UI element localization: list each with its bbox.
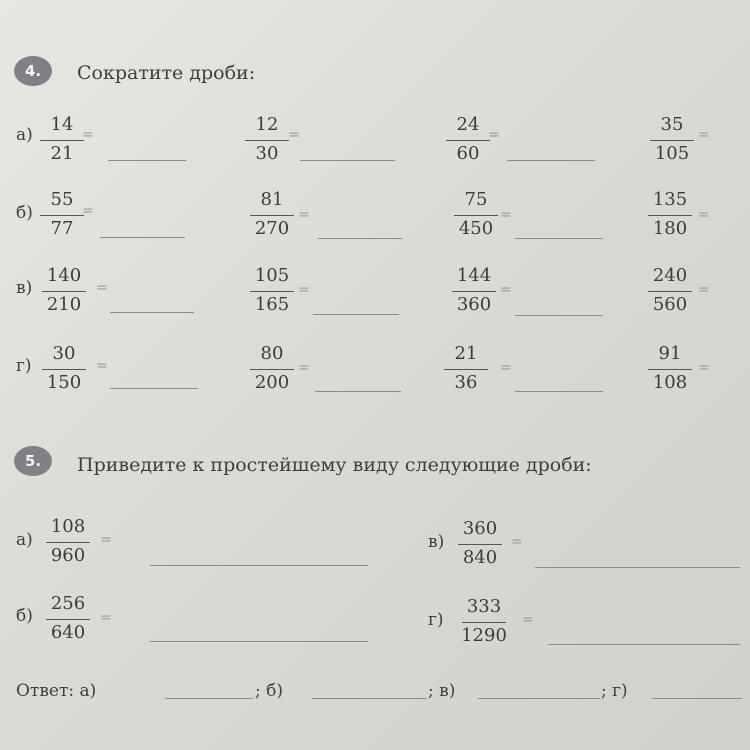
equals-sign: = [298, 282, 310, 298]
answer-line[interactable] [300, 160, 395, 161]
equals-sign: = [500, 282, 512, 298]
denominator: 150 [46, 372, 82, 393]
numerator: 105 [254, 265, 290, 286]
numerator: 14 [50, 114, 74, 135]
denominator: 960 [50, 545, 86, 566]
fraction-bar [452, 291, 496, 292]
task-5-number: 5. [24, 452, 42, 470]
equals-sign: = [96, 358, 108, 374]
answer-line-v[interactable] [478, 698, 600, 699]
fraction-bar [46, 542, 90, 543]
equals-sign: = [488, 127, 500, 143]
denominator: 360 [456, 294, 492, 315]
fraction-bar [250, 215, 294, 216]
equals-sign: = [698, 282, 710, 298]
denominator: 105 [654, 143, 690, 164]
answer-line[interactable] [507, 160, 595, 161]
numerator: 144 [456, 265, 492, 286]
equals-sign: = [698, 207, 710, 223]
row-b-label: б) [16, 203, 33, 223]
numerator: 360 [462, 518, 498, 539]
numerator: 135 [652, 189, 688, 210]
numerator: 75 [464, 189, 488, 210]
answer-line[interactable] [108, 160, 186, 161]
fraction-bar [42, 369, 86, 370]
fraction-bar [42, 291, 86, 292]
equals-sign: = [288, 127, 300, 143]
denominator: 108 [652, 372, 688, 393]
denominator: 560 [652, 294, 688, 315]
answer-line[interactable] [535, 567, 740, 568]
numerator: 21 [454, 343, 478, 364]
answer-line[interactable] [315, 391, 401, 392]
item-v-label: в) [428, 532, 445, 552]
equals-sign: = [82, 127, 94, 143]
fraction-bar [650, 140, 694, 141]
answer-line[interactable] [313, 314, 399, 315]
task-4-title: Сократите дроби: [77, 62, 256, 84]
numerator: 12 [255, 114, 279, 135]
numerator: 24 [456, 114, 480, 135]
fraction-bar [454, 215, 498, 216]
denominator: 165 [254, 294, 290, 315]
answer-label: Ответ: а) [16, 681, 97, 701]
fraction-bar [250, 291, 294, 292]
denominator: 36 [454, 372, 478, 393]
fraction-bar [250, 369, 294, 370]
denominator: 450 [458, 218, 494, 239]
fraction-bar [648, 369, 692, 370]
equals-sign: = [100, 532, 112, 548]
numerator: 333 [466, 596, 502, 617]
numerator: 108 [50, 516, 86, 537]
task-4-number: 4. [24, 62, 42, 80]
row-a-label: а) [16, 125, 33, 145]
answer-line[interactable] [150, 641, 368, 642]
task-5-badge [14, 446, 52, 476]
answer-line[interactable] [150, 565, 368, 566]
numerator: 91 [658, 343, 682, 364]
denominator: 200 [254, 372, 290, 393]
equals-sign: = [100, 610, 112, 626]
denominator: 60 [456, 143, 480, 164]
equals-sign: = [500, 360, 512, 376]
equals-sign: = [698, 360, 710, 376]
answer-line[interactable] [515, 315, 603, 316]
denominator: 77 [50, 218, 74, 239]
equals-sign: = [500, 207, 512, 223]
equals-sign: = [522, 612, 534, 628]
answer-line[interactable] [100, 237, 185, 238]
item-a-label: а) [16, 530, 33, 550]
task-5-title: Приведите к простейшему виду следующие дроби: [77, 454, 592, 476]
denominator: 640 [50, 622, 86, 643]
answer-line-g[interactable] [652, 698, 742, 699]
numerator: 140 [46, 265, 82, 286]
fraction-bar [648, 215, 692, 216]
equals-sign: = [511, 534, 523, 550]
answer-line[interactable] [515, 391, 603, 392]
fraction-bar [245, 140, 289, 141]
item-g-label: г) [428, 610, 444, 630]
answer-line[interactable] [548, 644, 740, 645]
denominator: 1290 [461, 625, 507, 646]
answer-label-g: ; г) [601, 681, 628, 701]
equals-sign: = [298, 207, 310, 223]
fraction-bar [444, 369, 488, 370]
equals-sign: = [698, 127, 710, 143]
answer-line[interactable] [515, 238, 603, 239]
equals-sign: = [96, 280, 108, 296]
answer-line-a[interactable] [165, 698, 253, 699]
fraction-bar [40, 215, 84, 216]
denominator: 840 [462, 547, 498, 568]
numerator: 240 [652, 265, 688, 286]
task-4-badge [14, 56, 52, 86]
denominator: 30 [255, 143, 279, 164]
answer-line[interactable] [318, 238, 402, 239]
denominator: 21 [50, 143, 74, 164]
fraction-bar [648, 291, 692, 292]
answer-line-b[interactable] [312, 698, 427, 699]
answer-line[interactable] [110, 388, 198, 389]
equals-sign: = [82, 203, 94, 219]
row-g-label: г) [16, 356, 32, 376]
fraction-bar [458, 544, 502, 545]
numerator: 81 [260, 189, 284, 210]
numerator: 55 [50, 189, 74, 210]
numerator: 256 [50, 593, 86, 614]
fraction-bar [446, 140, 490, 141]
denominator: 180 [652, 218, 688, 239]
answer-line[interactable] [110, 312, 194, 313]
numerator: 80 [260, 343, 284, 364]
item-b-label: б) [16, 606, 33, 626]
fraction-bar [46, 619, 90, 620]
denominator: 270 [254, 218, 290, 239]
fraction-bar [462, 622, 506, 623]
numerator: 35 [660, 114, 684, 135]
answer-label-b: ; б) [255, 681, 283, 701]
answer-label-v: ; в) [428, 681, 456, 701]
numerator: 30 [52, 343, 76, 364]
equals-sign: = [298, 360, 310, 376]
denominator: 210 [46, 294, 82, 315]
fraction-bar [40, 140, 84, 141]
row-v-label: в) [16, 278, 33, 298]
